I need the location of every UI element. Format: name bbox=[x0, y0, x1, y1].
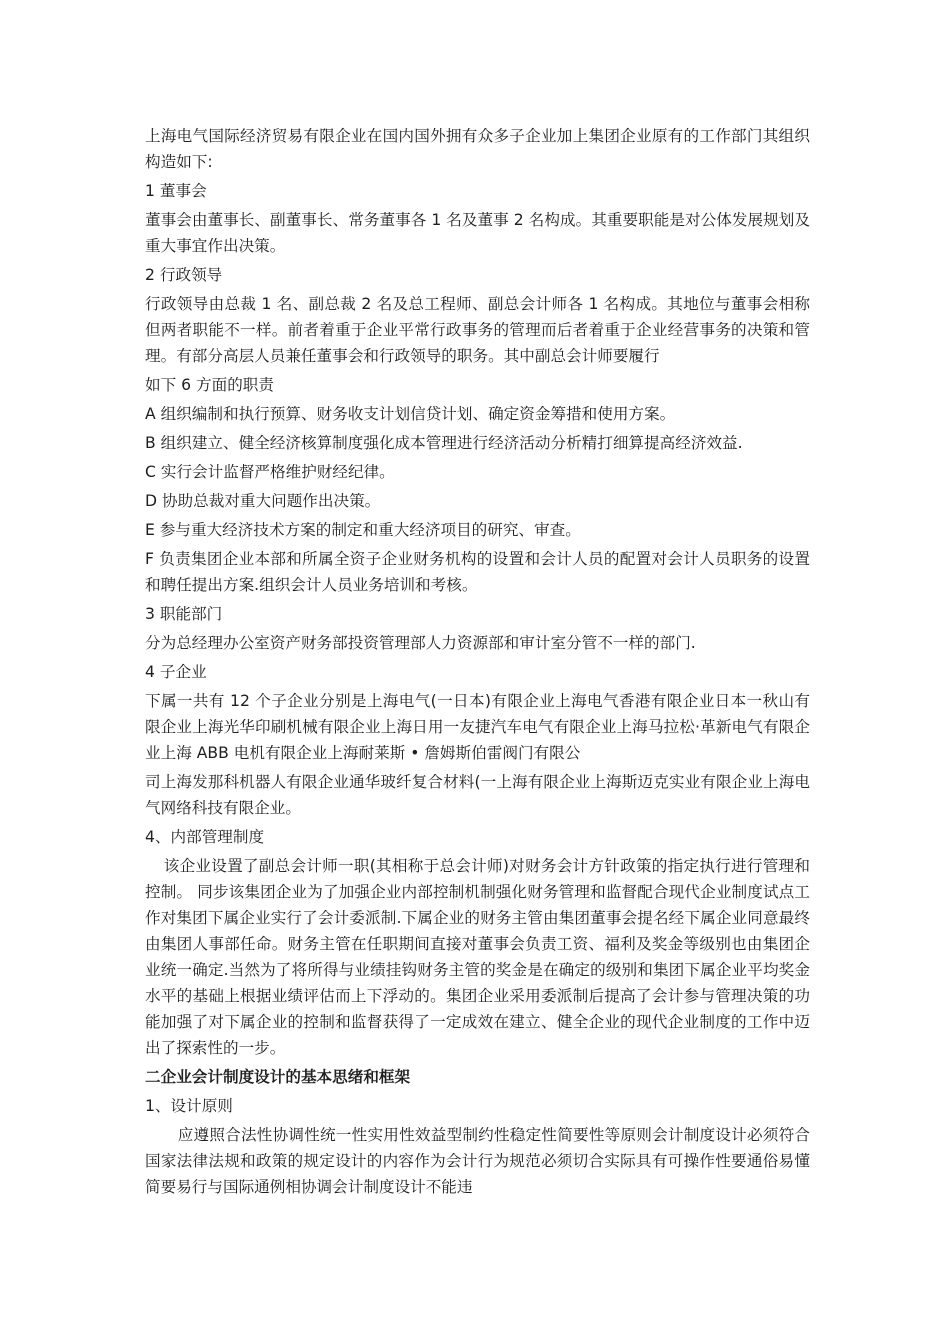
duty-item-e: E 参与重大经济技术方案的制定和重大经济项目的研究、审查。 bbox=[145, 521, 581, 539]
duties-intro: 如下 6 方面的职责 bbox=[145, 376, 274, 394]
section-heading-subsidiaries: 4 子企业 bbox=[145, 663, 207, 681]
departments-paragraph: 分为总经理办公室资产财务部投资管理部人力资源部和审计室分管不一样的部门. bbox=[145, 634, 696, 652]
intro-paragraph: 上海电气国际经济贸易有限企业在国内国外拥有众多子企业加上集团企业原有的工作部门其组织构造如下: bbox=[145, 127, 810, 171]
duty-item-a: A 组织编制和执行预算、财务收支计划信贷计划、确定资金筹措和使用方案。 bbox=[145, 405, 676, 423]
subsidiaries-paragraph: 下属一共有 12 个子企业分别是上海电气(一日本)有限企业上海电气香港有限企业日本一秋山有限企业上海光华印刷机械有限企业上海日用一友捷汽车电气有限企业上海马拉松·革新电气有限企业上海 ABB 电机有限企业上海耐莱斯 • 詹姆斯伯雷阀门有限公 bbox=[145, 692, 810, 762]
duty-item-d: D 协助总裁对重大问题作出决策。 bbox=[145, 492, 381, 510]
principles-paragraph: 应遵照合法性协调性统一性实用性效益型制约性稳定性简要性等原则会计制度设计必须符合国家法律法规和政策的规定设计的内容作为会计行为规范必须切合实际具有可操作性要通俗易懂简要易行与国际通例相协调会计制度设计不能违 bbox=[145, 1126, 810, 1196]
internal-paragraph: 该企业设置了副总会计师一职(其相称于总会计师)对财务会计方针政策的指定执行进行管理和控制。 同步该集团企业为了加强企业内部控制机制强化财务管理和监督配合现代企业制度试点工作对集团下属企业实行了会计委派制.下属企业的财务主管由集团董事会提名经下属企业同意最终由集团人事部任命。财务主管在任职期间直接对董事会负责工资、福利及奖金等级别也由集团企业统一确定.当然为了将所得与业绩挂钩财务主管的奖金是在确定的级别和集团下属企业平均奖金水平的基础上根据业绩评估而上下浮动的。集团企业采用委派制后提高了会计参与管理决策的功能加强了对下属企业的控制和监督获得了一定成效在建立、健全企业的现代企业制度的工作中迈出了探索性的一步。 bbox=[145, 857, 810, 1057]
board-paragraph: 董事会由董事长、副董事长、常务董事各 1 名及董事 2 名构成。其重要职能是对公体发展规划及重大事宜作出决策。 bbox=[145, 211, 810, 255]
section-heading-board: 1 董事会 bbox=[145, 182, 207, 200]
document-body bbox=[145, 123, 810, 1203]
section-heading-departments: 3 职能部门 bbox=[145, 605, 223, 623]
subsidiaries-paragraph-cont: 司上海发那科机器人有限企业通华玻纤复合材料(一上海有限企业上海斯迈克实业有限企业上海电气网络科技有限企业。 bbox=[145, 773, 810, 817]
section-heading-internal: 4、内部管理制度 bbox=[145, 828, 265, 846]
chapter-heading: 二企业会计制度设计的基本思绪和框架 bbox=[145, 1068, 411, 1086]
duty-item-b: B 组织建立、健全经济核算制度强化成本管理进行经济活动分析精打细算提高经济效益. bbox=[145, 434, 743, 452]
section-heading-principles: 1、设计原则 bbox=[145, 1097, 233, 1115]
duty-item-c: C 实行会计监督严格维护财经纪律。 bbox=[145, 463, 395, 481]
admin-paragraph: 行政领导由总裁 1 名、副总裁 2 名及总工程师、副总会计师各 1 名构成。其地位与董事会相称但两者职能不一样。前者着重于企业平常行政事务的管理而后者着重于企业经营事务的决策和管理。有部分高层人员兼任董事会和行政领导的职务。其中副总会计师要履行 bbox=[145, 295, 810, 365]
section-heading-admin: 2 行政领导 bbox=[145, 266, 223, 284]
duty-item-f: F 负责集团企业本部和所属全资子企业财务机构的设置和会计人员的配置对会计人员职务的设置和聘任提出方案.组织会计人员业务培训和考核。 bbox=[145, 550, 810, 594]
